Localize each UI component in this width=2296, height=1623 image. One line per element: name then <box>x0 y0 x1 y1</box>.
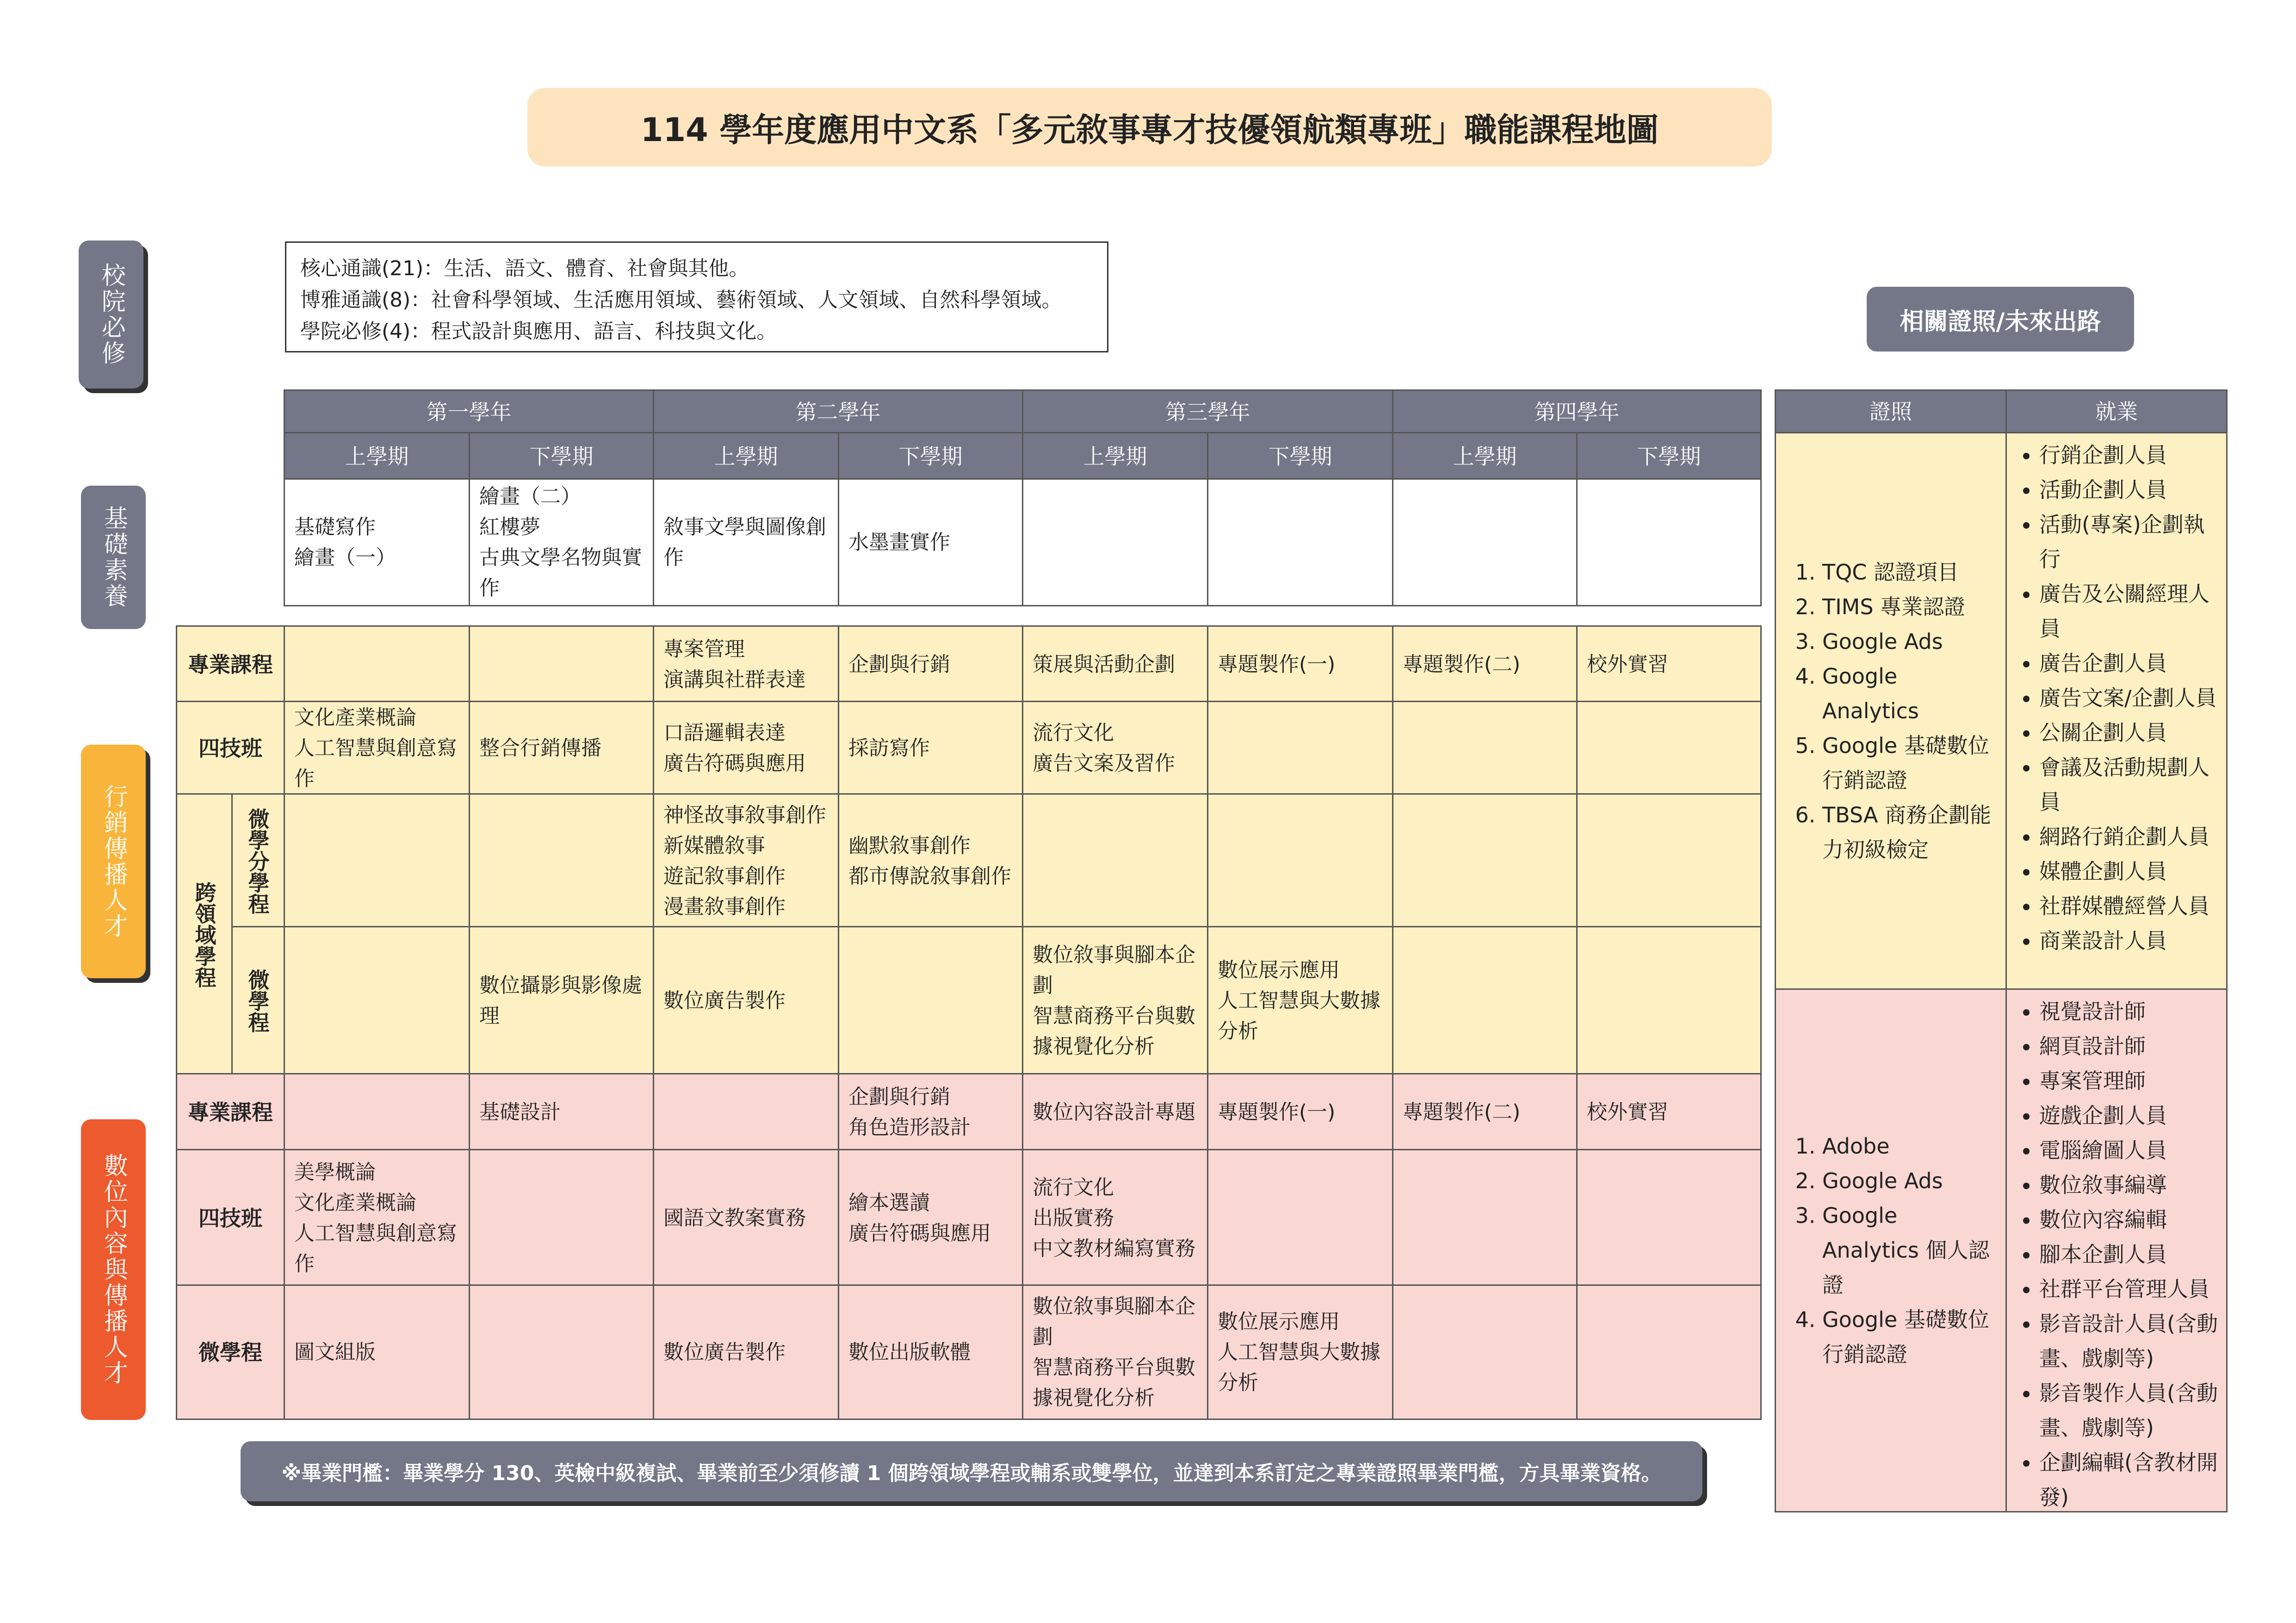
job-item: • 廣告企劃人員 <box>2039 646 2222 681</box>
course-cell <box>1576 1149 1762 1287</box>
job-item: • 視覺設計師 <box>2039 994 2222 1029</box>
course-cell: 企劃與行銷 <box>838 625 1023 704</box>
course-cell: 數位展示應用 人工智慧與大數據分析 <box>1207 1284 1393 1420</box>
course-cell: 專題製作(一) <box>1207 625 1393 704</box>
course-cell: 基礎寫作 繪畫（一） <box>284 478 470 606</box>
job-item: • 遊戲企劃人員 <box>2039 1098 2222 1133</box>
job-item: • 會議及活動規劃人員 <box>2039 750 2222 820</box>
semester-header: 下學期 <box>469 432 654 481</box>
course-cell <box>1022 793 1208 929</box>
year-header: 第四學年 <box>1392 389 1762 435</box>
semester-header: 下學期 <box>1576 432 1762 481</box>
course-cell: 專題製作(二) <box>1392 625 1578 704</box>
course-cell: 數位敘事與腳本企劃 智慧商務平台與數據視覺化分析 <box>1022 926 1208 1076</box>
cert-item: 1. Adobe <box>1822 1129 1996 1164</box>
course-cell <box>838 926 1023 1076</box>
course-cell: 水墨畫實作 <box>838 478 1023 606</box>
digital-job-list <box>2007 990 2226 1515</box>
cert-item: 3. Google Ads <box>1822 624 1996 659</box>
semester-header: 上學期 <box>284 432 470 481</box>
job-item: • 電腦繪圖人員 <box>2039 1133 2222 1168</box>
course-cell <box>284 926 470 1076</box>
cert-item: 2. TIMS 專業認證 <box>1822 590 1996 624</box>
cert-item: 5. Google 基礎數位行銷認證 <box>1822 728 1996 798</box>
course-cell: 整合行銷傳播 <box>469 701 654 796</box>
job-item: • 商業設計人員 <box>2039 924 2222 958</box>
row-label: 四技班 <box>176 1149 285 1287</box>
course-cell: 文化產業概論 人工智慧與創意寫作 <box>284 701 470 796</box>
course-cell <box>1392 701 1578 796</box>
course-cell: 幽默敘事創作 都市傳說敘事創作 <box>838 793 1023 929</box>
row-label: 微學程 <box>176 1284 285 1420</box>
course-cell: 圖文組版 <box>284 1284 470 1420</box>
cert-item: 4. Google 基礎數位行銷認證 <box>1822 1302 1996 1372</box>
semester-header: 上學期 <box>653 432 839 481</box>
course-cell <box>1576 701 1762 796</box>
job-item: • 網頁設計師 <box>2039 1029 2222 1064</box>
row-label: 四技班 <box>176 701 285 796</box>
cert-header: 證照 <box>1775 389 2007 433</box>
course-cell <box>469 625 654 704</box>
marketing-cert-list <box>1776 555 2005 867</box>
digital-job-cell <box>2005 988 2228 1512</box>
semester-header: 下學期 <box>1207 432 1393 481</box>
cert-item: 6. TBSA 商務企劃能力初級檢定 <box>1822 798 1996 867</box>
row-label: 專業課程 <box>176 625 285 704</box>
general-education-line: 學院必修(4)：程式設計與應用、語言、科技與文化。 <box>300 320 777 343</box>
course-cell <box>1207 793 1393 929</box>
row-label <box>230 926 285 1076</box>
year-header: 第三學年 <box>1022 389 1393 435</box>
job-item: • 媒體企劃人員 <box>2039 854 2222 889</box>
course-cell <box>284 625 470 704</box>
job-item: • 活動(專案)企劃執行 <box>2039 507 2222 577</box>
row-label: 專業課程 <box>176 1073 285 1152</box>
course-cell: 專題製作(一) <box>1207 1073 1393 1152</box>
side-label-digital: 數位內容與傳播人才 <box>81 1119 146 1420</box>
course-cell: 企劃與行銷 角色造形設計 <box>838 1073 1023 1152</box>
job-item: • 公關企劃人員 <box>2039 716 2222 750</box>
course-cell: 採訪寫作 <box>838 701 1023 796</box>
cert-item: 3. Google Analytics 個人認證 <box>1822 1198 1996 1302</box>
course-cell: 繪畫（二） 紅樓夢 古典文學名物與實作 <box>469 478 654 606</box>
marketing-cert-cell <box>1775 432 2007 990</box>
course-cell: 校外實習 <box>1576 625 1762 704</box>
cert-item: 4. Google Analytics <box>1822 659 1996 728</box>
course-cell: 數位出版軟體 <box>838 1284 1023 1420</box>
course-cell: 基礎設計 <box>469 1073 654 1152</box>
row-label <box>230 793 285 929</box>
semester-header: 下學期 <box>838 432 1023 481</box>
graduation-requirement-footer: ※畢業門檻：畢業學分 130、英檢中級複試、畢業前至少須修讀 1 個跨領域學程或輔系或雙學位，並達到本系訂定之專業證照畢業門檻，方具畢業資格。 <box>241 1441 1702 1501</box>
course-cell: 數位廣告製作 <box>653 1284 839 1420</box>
job-item: • 數位敘事編導 <box>2039 1168 2222 1203</box>
course-cell: 美學概論 文化產業概論 人工智慧與創意寫作 <box>284 1149 470 1287</box>
general-education-line: 核心通識(21)：生活、語文、體育、社會與其他。 <box>300 257 749 280</box>
course-cell <box>1022 478 1208 606</box>
course-cell <box>1576 1284 1762 1420</box>
course-cell <box>1392 926 1578 1076</box>
course-cell <box>1392 793 1578 929</box>
job-item: • 行銷企劃人員 <box>2039 438 2222 473</box>
job-item: • 活動企劃人員 <box>2039 473 2222 507</box>
job-item: • 社群平台管理人員 <box>2039 1272 2222 1307</box>
course-cell: 繪本選讀 廣告符碼與應用 <box>838 1149 1023 1287</box>
course-cell: 校外實習 <box>1576 1073 1762 1152</box>
course-cell <box>469 1149 654 1287</box>
year-header: 第一學年 <box>284 389 654 435</box>
side-label-basic: 基礎素養 <box>81 486 146 629</box>
job-item: • 企劃編輯(含教材開發) <box>2039 1445 2222 1515</box>
course-cell <box>284 793 470 929</box>
row-label-text: 微學分學程 <box>245 808 270 914</box>
general-education-line: 博雅通識(8)：社會科學領域、生活應用領域、藝術領域、人文領域、自然科學領域。 <box>300 288 1062 312</box>
course-cell <box>1207 701 1393 796</box>
job-item: • 影音製作人員(含動畫、戲劇等) <box>2039 1376 2222 1445</box>
side-label-required: 校院必修 <box>79 241 143 389</box>
course-cell: 口語邏輯表達 廣告符碼與應用 <box>653 701 839 796</box>
job-item: • 社群媒體經營人員 <box>2039 889 2222 924</box>
course-cell <box>1392 1149 1578 1287</box>
semester-header: 上學期 <box>1392 432 1578 481</box>
cert-item: 2. Google Ads <box>1822 1164 1996 1198</box>
course-cell <box>1207 1149 1393 1287</box>
semester-header: 上學期 <box>1022 432 1208 481</box>
course-cell <box>1576 793 1762 929</box>
page-title: 114 學年度應用中文系「多元敘事專才技優領航類專班」職能課程地圖 <box>527 88 1772 167</box>
course-cell <box>1392 478 1578 606</box>
job-item: • 數位內容編輯 <box>2039 1203 2222 1237</box>
course-cell <box>469 1284 654 1420</box>
course-cell: 數位敘事與腳本企劃 智慧商務平台與數據視覺化分析 <box>1022 1284 1208 1420</box>
job-item: • 專案管理師 <box>2039 1064 2222 1098</box>
cert-item: 1. TQC 認證項目 <box>1822 555 1996 590</box>
cross-program-label-text: 跨領域學程 <box>192 881 217 988</box>
year-header: 第二學年 <box>653 389 1023 435</box>
general-education-box <box>285 241 1108 352</box>
course-cell: 數位展示應用 人工智慧與大數據分析 <box>1207 926 1393 1076</box>
course-cell: 數位廣告製作 <box>653 926 839 1076</box>
course-cell: 流行文化 出版實務 中文教材編寫實務 <box>1022 1149 1208 1287</box>
side-label-marketing: 行銷傳播人才 <box>81 745 146 978</box>
course-cell: 專案管理 演講與社群表達 <box>653 625 839 704</box>
course-cell <box>284 1073 470 1152</box>
course-cell <box>1207 478 1393 606</box>
course-cell: 神怪故事敘事創作 新媒體敘事 遊記敘事創作 漫畫敘事創作 <box>653 793 839 929</box>
marketing-job-cell <box>2005 432 2228 990</box>
course-cell: 國語文教案實務 <box>653 1149 839 1287</box>
job-header: 就業 <box>2005 389 2228 433</box>
row-label-text: 微學程 <box>245 969 270 1033</box>
digital-cert-list <box>1776 1129 2005 1372</box>
job-item: • 廣告文案/企劃人員 <box>2039 681 2222 716</box>
course-cell: 策展與活動企劃 <box>1022 625 1208 704</box>
digital-cert-cell <box>1775 988 2007 1512</box>
course-cell: 專題製作(二) <box>1392 1073 1578 1152</box>
job-item: • 廣告及公關經理人員 <box>2039 577 2222 646</box>
job-item: • 影音設計人員(含動畫、戲劇等) <box>2039 1307 2222 1376</box>
cross-program-label <box>176 793 233 1076</box>
course-cell <box>469 793 654 929</box>
certificate-career-button[interactable]: 相關證照/未來出路 <box>1867 287 2134 352</box>
course-cell <box>1576 478 1762 606</box>
job-item: • 腳本企劃人員 <box>2039 1237 2222 1272</box>
course-cell <box>1392 1284 1578 1420</box>
course-cell: 數位攝影與影像處理 <box>469 926 654 1076</box>
marketing-job-list <box>2007 433 2226 958</box>
course-cell: 敘事文學與圖像創作 <box>653 478 839 606</box>
course-cell <box>653 1073 839 1152</box>
course-cell: 流行文化 廣告文案及習作 <box>1022 701 1208 796</box>
course-cell: 數位內容設計專題 <box>1022 1073 1208 1152</box>
job-item: • 網路行銷企劃人員 <box>2039 820 2222 854</box>
course-cell <box>1576 926 1762 1076</box>
